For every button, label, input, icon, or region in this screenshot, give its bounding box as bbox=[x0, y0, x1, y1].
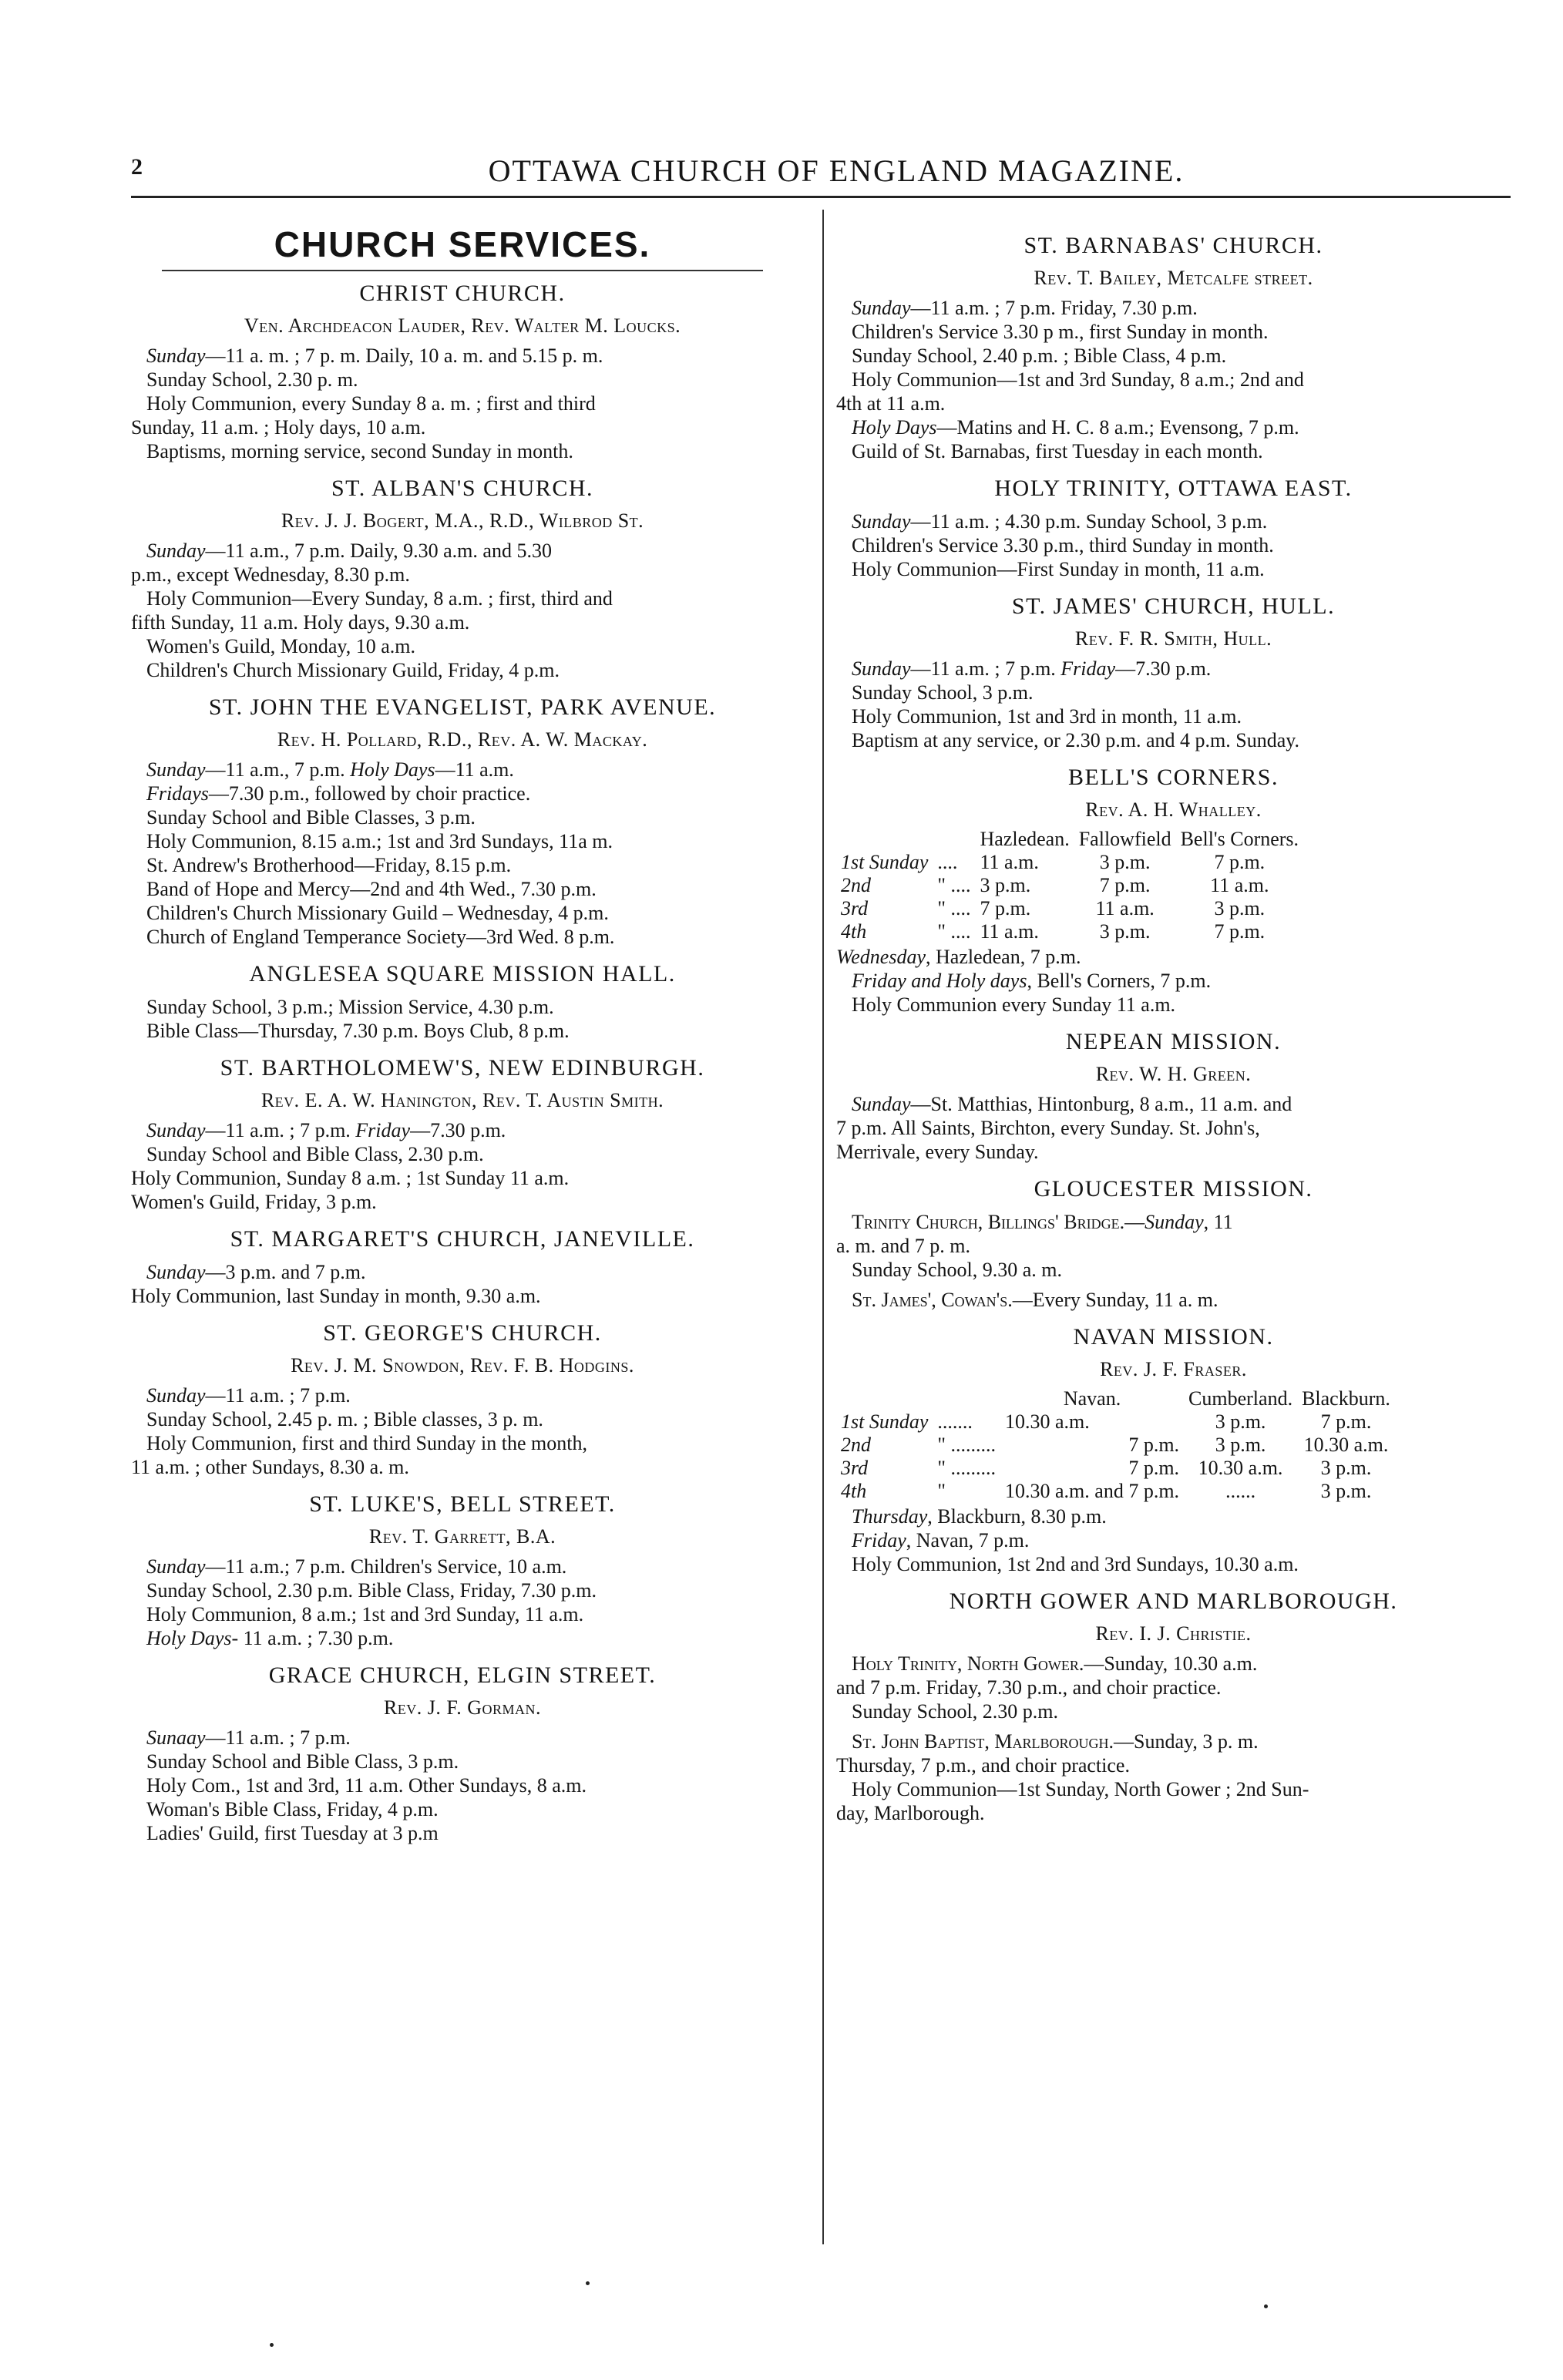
table-cell: 7 p.m. bbox=[1320, 1410, 1372, 1433]
church-name: St. John Baptist, Marlborough. bbox=[852, 1730, 1114, 1753]
day-label: Sunday bbox=[146, 1261, 206, 1283]
section-title: GLOUCESTER MISSION. bbox=[1034, 1176, 1313, 1202]
table-cell: 7 p.m. bbox=[1128, 1434, 1180, 1456]
service-text: —11 a.m. ; 7 p.m. Friday, 7.30 p.m. bbox=[910, 297, 1198, 319]
left-column bbox=[131, 224, 794, 1857]
table-cell: 3 p.m. bbox=[1099, 920, 1151, 943]
page-number: 2 bbox=[131, 154, 143, 180]
st-james-hull-section bbox=[836, 593, 1511, 752]
service-line: Holy Communion, last Sunday in month, 9.30 a.m. bbox=[131, 1285, 541, 1307]
day-label: Friday bbox=[355, 1119, 411, 1141]
service-text: —11 a.m. ; 7 p.m. bbox=[910, 657, 1056, 680]
table-cell: 7 p.m. bbox=[1128, 1457, 1180, 1479]
table-row bbox=[836, 1457, 1395, 1480]
section-title: NEPEAN MISSION. bbox=[1065, 1029, 1282, 1054]
service-text: —Sunday, 3 p. m. bbox=[1114, 1730, 1259, 1753]
service-text: , Blackburn, 8.30 p.m. bbox=[927, 1505, 1107, 1528]
service-line: Woman's Bible Class, Friday, 4 p.m. bbox=[146, 1798, 439, 1820]
service-text: , 11 bbox=[1203, 1211, 1233, 1233]
row-leader: " ......... bbox=[937, 1434, 997, 1456]
service-line: Children's Service 3.30 p m., first Sunday in month. bbox=[852, 321, 1269, 343]
christ-church-section bbox=[131, 281, 794, 463]
service-line: Children's Church Missionary Guild – Wednesday, 4 p.m. bbox=[146, 902, 609, 924]
table-row bbox=[836, 1434, 1395, 1457]
table-cell: 7 p.m. bbox=[980, 897, 1031, 919]
service-line: Guild of St. Barnabas, first Tuesday in each month. bbox=[852, 440, 1263, 462]
table-cell: 3 p.m. bbox=[1214, 897, 1266, 919]
row-label: 1st Sunday bbox=[841, 851, 929, 873]
gloucester-mission-section bbox=[836, 1176, 1511, 1312]
header-rule bbox=[131, 196, 1511, 198]
day-label: Holy Days bbox=[146, 1627, 232, 1649]
day-label: Holy Days bbox=[350, 758, 435, 781]
service-line: Holy Communion—Every Sunday, 8 a.m. ; first, third and bbox=[146, 587, 613, 610]
clergy-line: Rev. J. F. Fraser. bbox=[1100, 1358, 1247, 1380]
service-line: Band of Hope and Mercy—2nd and 4th Wed., 7.30 p.m. bbox=[146, 878, 597, 900]
day-label: Sunday bbox=[852, 297, 911, 319]
table-cell: 10.30 a.m. bbox=[1005, 1410, 1090, 1433]
service-line: Sunday School and Bible Classes, 3 p.m. bbox=[146, 806, 476, 829]
service-text: , Hazledean, 7 p.m. bbox=[926, 946, 1081, 968]
table-cell: 10.30 a.m. and 7 p.m. bbox=[1005, 1480, 1180, 1502]
column-header: Cumberland. bbox=[1188, 1387, 1293, 1410]
service-text: —3 p.m. and 7 p.m. bbox=[205, 1261, 366, 1283]
day-label: Holy Days bbox=[852, 416, 937, 439]
service-text: —11 a.m.; 7 p.m. Children's Service, 10 a.m. bbox=[205, 1555, 567, 1578]
clergy-line: Rev. T. Garrett, B.A. bbox=[368, 1525, 556, 1548]
section-title: HOLY TRINITY, OTTAWA EAST. bbox=[994, 476, 1353, 501]
service-line: Sunday School, 2.45 p. m. ; Bible classes, 3 p. m. bbox=[146, 1408, 543, 1430]
service-line: Holy Communion, every Sunday 8 a. m. ; first and third bbox=[146, 392, 596, 415]
st-barnabas-section bbox=[836, 233, 1511, 463]
row-leader: " .... bbox=[937, 920, 971, 943]
row-leader: " ......... bbox=[937, 1457, 997, 1479]
table-cell: 11 a.m. bbox=[1095, 897, 1155, 919]
day-label: Friday bbox=[1060, 657, 1116, 680]
navan-schedule-table bbox=[836, 1387, 1395, 1503]
table-cell: 7 p.m. bbox=[1214, 851, 1266, 873]
service-line: Sunday School and Bible Class, 2.30 p.m. bbox=[146, 1143, 484, 1165]
bells-schedule-table bbox=[836, 828, 1303, 943]
table-cell: 11 a.m. bbox=[980, 851, 1039, 873]
section-title: ST. MARGARET'S CHURCH, JANEVILLE. bbox=[230, 1226, 695, 1252]
church-name: Holy Trinity, North Gower. bbox=[852, 1652, 1084, 1675]
service-line: Holy Communion, first and third Sunday in the month, bbox=[146, 1432, 587, 1454]
service-line: St. Andrew's Brotherhood—Friday, 8.15 p.m. bbox=[146, 854, 512, 876]
column-header: Fallowfield bbox=[1078, 828, 1171, 850]
service-line: Sunday, 11 a.m. ; Holy days, 10 a.m. bbox=[131, 416, 426, 439]
ink-speck bbox=[270, 2343, 274, 2347]
service-text: , Navan, 7 p.m. bbox=[906, 1529, 1030, 1551]
row-leader: " .... bbox=[937, 897, 971, 919]
column-header: Navan. bbox=[1063, 1387, 1121, 1410]
service-line: Church of England Temperance Society—3rd Wed. 8 p.m. bbox=[146, 926, 615, 948]
service-line: Sunday School, 9.30 a. m. bbox=[852, 1259, 1062, 1281]
service-text: —11 a.m. ; 4.30 p.m. Sunday School, 3 p.m. bbox=[910, 510, 1268, 533]
row-leader: " .... bbox=[937, 874, 971, 896]
right-column bbox=[836, 224, 1511, 1837]
table-cell: 11 a.m. bbox=[1210, 874, 1269, 896]
table-cell: 3 p.m. bbox=[1320, 1457, 1372, 1479]
service-line: Sunday School, 2.30 p.m. bbox=[852, 1700, 1058, 1723]
service-text: —11 a.m., 7 p.m. Daily, 9.30 a.m. and 5.30 bbox=[205, 540, 552, 562]
row-leader: " bbox=[937, 1480, 946, 1502]
day-label: Sunday bbox=[1145, 1211, 1204, 1233]
row-leader: .... bbox=[937, 851, 958, 873]
service-line: and 7 p.m. Friday, 7.30 p.m., and choir practice. bbox=[836, 1676, 1222, 1699]
clergy-line: Rev. J. J. Bogert, M.A., R.D., Wilbrod St. bbox=[281, 509, 644, 532]
service-line: Sunday School, 2.30 p. m. bbox=[146, 368, 358, 391]
church-name: St. James', Cowan's. bbox=[852, 1289, 1013, 1311]
table-row bbox=[836, 920, 1303, 943]
service-line: day, Marlborough. bbox=[836, 1802, 985, 1824]
service-line: Women's Guild, Friday, 3 p.m. bbox=[131, 1191, 377, 1213]
day-label: Friday bbox=[852, 1529, 906, 1551]
clergy-line: Rev. J. M. Snowdon, Rev. F. B. Hodgins. bbox=[291, 1354, 634, 1377]
service-line: Holy Communion, 8 a.m.; 1st and 3rd Sunday, 11 a.m. bbox=[146, 1603, 584, 1625]
service-line: Sunday School, 2.40 p.m. ; Bible Class, 4 p.m. bbox=[852, 345, 1227, 367]
page-heading: CHURCH SERVICES. bbox=[274, 224, 651, 264]
holy-trinity-section bbox=[836, 476, 1511, 581]
table-cell: 7 p.m. bbox=[1099, 874, 1151, 896]
service-line: p.m., except Wednesday, 8.30 p.m. bbox=[131, 563, 410, 586]
row-label: 3rd bbox=[841, 1457, 869, 1479]
section-title: NAVAN MISSION. bbox=[1073, 1324, 1274, 1350]
clergy-line: Rev. H. Pollard, R.D., Rev. A. W. Mackay. bbox=[277, 728, 648, 751]
service-text: —11 a.m. ; 7 p.m. bbox=[205, 1384, 351, 1407]
row-label: 4th bbox=[841, 1480, 867, 1502]
section-title: CHRIST CHURCH. bbox=[359, 281, 566, 306]
st-luke-section bbox=[131, 1491, 794, 1650]
service-line: Holy Communion, Sunday 8 a.m. ; 1st Sunday 11 a.m. bbox=[131, 1167, 570, 1189]
service-line: fifth Sunday, 11 a.m. Holy days, 9.30 a.m. bbox=[131, 611, 470, 634]
section-title: ST. LUKE'S, BELL STREET. bbox=[309, 1491, 616, 1517]
service-text: —7.30 p.m., followed by choir practice. bbox=[208, 782, 531, 805]
ink-speck bbox=[1264, 2304, 1268, 2308]
service-line: Sunday School, 2.30 p.m. Bible Class, Friday, 7.30 p.m. bbox=[146, 1579, 597, 1602]
table-cell: 3 p.m. bbox=[980, 874, 1031, 896]
st-albans-section bbox=[131, 476, 794, 682]
section-title: NORTH GOWER AND MARLBOROUGH. bbox=[949, 1588, 1398, 1614]
service-text: —11 a. m. ; 7 p. m. Daily, 10 a. m. and 5.15 p. m. bbox=[205, 345, 603, 367]
table-cell: 3 p.m. bbox=[1099, 851, 1151, 873]
table-cell: 3 p.m. bbox=[1320, 1480, 1372, 1502]
church-name: Trinity Church, Billings' Bridge.— bbox=[852, 1211, 1145, 1233]
service-text: —11 a.m. ; 7 p.m. bbox=[205, 1119, 351, 1141]
day-label: Sunaay bbox=[146, 1726, 206, 1749]
row-label: 1st Sunday bbox=[841, 1410, 929, 1433]
day-label: Sunday bbox=[852, 657, 911, 680]
st-john-section bbox=[131, 694, 794, 949]
clergy-line: Rev. T. Bailey, Metcalfe street. bbox=[1034, 267, 1313, 289]
row-label: 4th bbox=[841, 920, 867, 943]
row-label: 2nd bbox=[841, 1434, 871, 1456]
service-line: Bible Class—Thursday, 7.30 p.m. Boys Club, 8 p.m. bbox=[146, 1020, 570, 1042]
table-header-row bbox=[836, 828, 1303, 851]
clergy-line: Rev. F. R. Smith, Hull. bbox=[1074, 627, 1272, 650]
service-line: Holy Communion—First Sunday in month, 11 a.m. bbox=[852, 558, 1265, 580]
service-line: 11 a.m. ; other Sundays, 8.30 a. m. bbox=[131, 1456, 409, 1478]
service-line: Holy Communion, 8.15 a.m.; 1st and 3rd Sundays, 11a m. bbox=[146, 830, 613, 852]
table-row bbox=[836, 874, 1303, 897]
table-cell: ...... bbox=[1225, 1480, 1256, 1502]
day-label: Sunday bbox=[146, 345, 206, 367]
section-title: BELL'S CORNERS. bbox=[1068, 765, 1279, 790]
service-line: Holy Com., 1st and 3rd, 11 a.m. Other Sundays, 8 a.m. bbox=[146, 1774, 587, 1797]
service-line: Holy Communion, 1st 2nd and 3rd Sundays, 10.30 a.m. bbox=[852, 1553, 1299, 1575]
ink-speck bbox=[586, 2281, 590, 2285]
row-leader: ....... bbox=[937, 1410, 973, 1433]
grace-church-section bbox=[131, 1662, 794, 1845]
day-label: Sunday bbox=[146, 758, 206, 781]
service-line: Holy Communion—1st and 3rd Sunday, 8 a.m.; 2nd and bbox=[852, 368, 1304, 391]
column-header: Blackburn. bbox=[1302, 1387, 1390, 1410]
anglesea-section bbox=[131, 961, 794, 1043]
day-label: Friday and Holy days bbox=[852, 970, 1027, 992]
service-text: —Sunday, 10.30 a.m. bbox=[1084, 1652, 1258, 1675]
st-bartholomew-section bbox=[131, 1055, 794, 1214]
section-title: GRACE CHURCH, ELGIN STREET. bbox=[268, 1662, 657, 1688]
section-title: ST. JOHN THE EVANGELIST, PARK AVENUE. bbox=[208, 694, 717, 720]
day-label: Fridays bbox=[146, 782, 209, 805]
service-text: —11 a.m. bbox=[435, 758, 514, 781]
service-text: —7.30 p.m. bbox=[410, 1119, 506, 1141]
day-label: Thursday bbox=[852, 1505, 928, 1528]
st-george-section bbox=[131, 1320, 794, 1479]
navan-mission-section bbox=[836, 1324, 1511, 1576]
clergy-line: Rev. E. A. W. Hanington, Rev. T. Austin Smith. bbox=[260, 1089, 664, 1111]
day-label: Sunday bbox=[852, 1093, 911, 1115]
column-divider bbox=[822, 210, 824, 2244]
service-line: Merrivale, every Sunday. bbox=[836, 1141, 1039, 1163]
clergy-line: Rev. I. J. Christie. bbox=[1095, 1622, 1252, 1645]
service-line: Sunday School and Bible Class, 3 p.m. bbox=[146, 1750, 459, 1773]
service-line: 4th at 11 a.m. bbox=[836, 392, 946, 415]
service-text: - 11 a.m. ; 7.30 p.m. bbox=[231, 1627, 394, 1649]
section-title: ANGLESEA SQUARE MISSION HALL. bbox=[249, 961, 676, 987]
bells-corners-section bbox=[836, 765, 1511, 1017]
table-cell: 11 a.m. bbox=[980, 920, 1039, 943]
service-line: Holy Communion every Sunday 11 a.m. bbox=[852, 993, 1176, 1016]
nepean-mission-section bbox=[836, 1029, 1511, 1164]
service-line: Children's Church Missionary Guild, Friday, 4 p.m. bbox=[146, 659, 560, 681]
service-line: 7 p.m. All Saints, Birchton, every Sunday. St. John's, bbox=[836, 1117, 1260, 1139]
table-cell: 10.30 a.m. bbox=[1303, 1434, 1389, 1456]
service-line: Holy Communion—1st Sunday, North Gower ; 2nd Sun- bbox=[852, 1778, 1309, 1800]
heading-rule bbox=[162, 270, 763, 271]
service-line: Women's Guild, Monday, 10 a.m. bbox=[146, 635, 415, 657]
service-line: Thursday, 7 p.m., and choir practice. bbox=[836, 1754, 1130, 1777]
service-line: Ladies' Guild, first Tuesday at 3 p.m bbox=[146, 1822, 439, 1844]
day-label: Sunday bbox=[852, 510, 911, 533]
section-title: ST. JAMES' CHURCH, HULL. bbox=[1011, 593, 1336, 619]
day-label: Sunday bbox=[146, 540, 206, 562]
service-text: —11 a.m. ; 7 p.m. bbox=[205, 1726, 351, 1749]
table-row bbox=[836, 1410, 1395, 1434]
day-label: Wednesday bbox=[836, 946, 926, 968]
table-cell: 7 p.m. bbox=[1214, 920, 1266, 943]
row-label: 3rd bbox=[841, 897, 869, 919]
service-line: Holy Communion, 1st and 3rd in month, 11 a.m. bbox=[852, 705, 1242, 728]
service-text: —Matins and H. C. 8 a.m.; Evensong, 7 p.m. bbox=[936, 416, 1299, 439]
day-label: Sunday bbox=[146, 1555, 206, 1578]
service-text: —St. Matthias, Hintonburg, 8 a.m., 11 a.m. and bbox=[910, 1093, 1292, 1115]
column-header: Bell's Corners. bbox=[1180, 828, 1299, 850]
section-title: ST. BARTHOLOMEW'S, NEW EDINBURGH. bbox=[220, 1055, 705, 1081]
magazine-title: OTTAWA CHURCH OF ENGLAND MAGAZINE. bbox=[488, 153, 1185, 188]
table-cell: 3 p.m. bbox=[1215, 1434, 1266, 1456]
service-line: Children's Service 3.30 p.m., third Sunday in month. bbox=[852, 534, 1274, 556]
table-row bbox=[836, 897, 1303, 920]
day-label: Sunday bbox=[146, 1384, 206, 1407]
north-gower-section bbox=[836, 1588, 1511, 1825]
clergy-line: Rev. A. H. Whalley. bbox=[1085, 798, 1262, 821]
page-header bbox=[131, 151, 1511, 197]
clergy-line: Rev. W. H. Green. bbox=[1095, 1063, 1252, 1085]
table-row bbox=[836, 1480, 1395, 1503]
table-cell: 3 p.m. bbox=[1215, 1410, 1266, 1433]
section-title: ST. GEORGE'S CHURCH. bbox=[323, 1320, 602, 1346]
clergy-line: Ven. Archdeacon Lauder, Rev. Walter M. Loucks. bbox=[244, 314, 681, 337]
table-cell: 10.30 a.m. bbox=[1198, 1457, 1283, 1479]
service-line: Sunday School, 3 p.m.; Mission Service, 4.30 p.m. bbox=[146, 996, 554, 1018]
row-label: 2nd bbox=[841, 874, 871, 896]
clergy-line: Rev. J. F. Gorman. bbox=[383, 1696, 542, 1719]
section-title: ST. BARNABAS' CHURCH. bbox=[1024, 233, 1323, 258]
service-text: —11 a.m., 7 p.m. bbox=[205, 758, 345, 781]
service-line: Sunday School, 3 p.m. bbox=[852, 681, 1034, 704]
day-label: Sunday bbox=[146, 1119, 206, 1141]
service-line: Baptism at any service, or 2.30 p.m. and 4 p.m. Sunday. bbox=[852, 729, 1300, 751]
service-text: —Every Sunday, 11 a. m. bbox=[1012, 1289, 1218, 1311]
table-row bbox=[836, 851, 1303, 874]
service-line: a. m. and 7 p. m. bbox=[836, 1235, 971, 1257]
table-header-row bbox=[836, 1387, 1395, 1410]
service-text: —7.30 p.m. bbox=[1115, 657, 1212, 680]
service-text: , Bell's Corners, 7 p.m. bbox=[1027, 970, 1212, 992]
service-line: Baptisms, morning service, second Sunday in month. bbox=[146, 440, 573, 462]
section-title: ST. ALBAN'S CHURCH. bbox=[331, 476, 594, 501]
column-header: Hazledean. bbox=[980, 828, 1070, 850]
st-margaret-section bbox=[131, 1226, 794, 1308]
